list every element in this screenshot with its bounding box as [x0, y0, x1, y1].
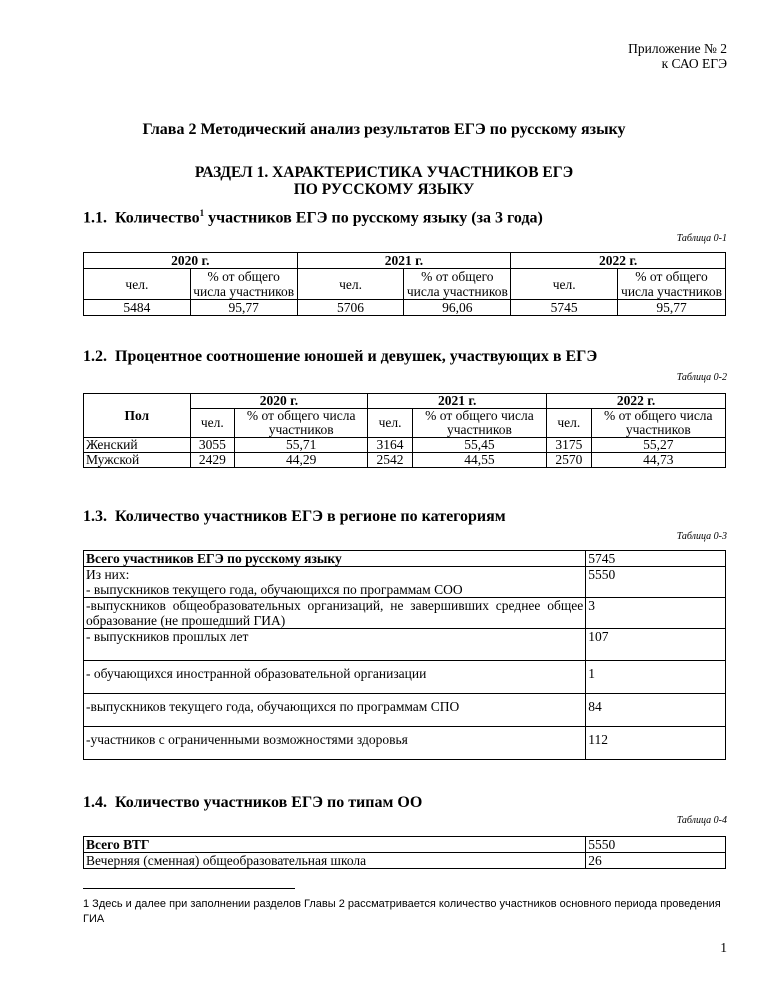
table-row	[84, 837, 726, 853]
col-people: чел.	[368, 409, 412, 438]
cell: 3164	[368, 438, 412, 453]
row-label: - выпускников текущего года, обучающихся по программам СОО	[86, 582, 463, 597]
table-school-types	[83, 836, 726, 869]
cell: 5706	[297, 300, 404, 316]
cell: 84	[586, 694, 726, 727]
table-row	[84, 694, 726, 727]
col-people: чел.	[297, 269, 404, 300]
col-people: чел.	[511, 269, 618, 300]
heading-1-2-title: Процентное соотношение юношей и девушек, участвующих в ЕГЭ	[115, 348, 598, 365]
row-label: Мужской	[84, 453, 191, 468]
col-people: чел.	[84, 269, 191, 300]
table-row	[84, 567, 726, 598]
section-title	[0, 164, 768, 198]
heading-1-4	[83, 794, 422, 812]
row-label: -выпускников общеобразовательных организаций, не завершивших среднее общее образование (не прошедший ГИА)	[84, 598, 586, 629]
year-header: 2021 г.	[297, 253, 511, 269]
page-number: 1	[720, 940, 727, 955]
cell: 5550	[586, 567, 726, 598]
cell: 112	[586, 727, 726, 760]
col-pct: % от общего числа участников	[235, 409, 368, 438]
cell: 55,45	[412, 438, 546, 453]
col-people: чел.	[547, 409, 591, 438]
cell: 2542	[368, 453, 412, 468]
cell: 55,27	[591, 438, 725, 453]
heading-1-4-number: 1.4.	[83, 794, 107, 811]
cell: 3	[586, 598, 726, 629]
heading-1-1-title-a: Количество	[115, 209, 200, 227]
section-title-line-2: ПО РУССКОМУ ЯЗЫКУ	[293, 181, 475, 198]
table-caption-0-4: Таблица 0-4	[676, 815, 727, 826]
table-caption-0-2: Таблица 0-2	[676, 372, 727, 383]
cell: 3055	[190, 438, 234, 453]
table-participants-by-year	[83, 252, 726, 316]
section-title-line-1: РАЗДЕЛ 1. ХАРАКТЕРИСТИКА УЧАСТНИКОВ ЕГЭ	[194, 164, 574, 181]
col-pct: % от общего числа участников	[591, 409, 725, 438]
year-header: 2020 г.	[84, 253, 298, 269]
footnote-ref[interactable]: 1	[199, 208, 205, 218]
row-label: - выпускников прошлых лет	[84, 629, 586, 661]
total-value: 5550	[586, 837, 726, 853]
cell: 1	[586, 661, 726, 694]
cell: 44,73	[591, 453, 725, 468]
cell: 107	[586, 629, 726, 661]
col-people: чел.	[190, 409, 234, 438]
heading-1-2-number: 1.2.	[83, 348, 107, 365]
footnote-divider	[83, 888, 295, 889]
table-row	[84, 727, 726, 760]
cell: 2570	[547, 453, 591, 468]
col-sex: Пол	[84, 394, 191, 438]
appendix-label	[628, 41, 727, 71]
cell: 44,55	[412, 453, 546, 468]
total-label: Всего ВТГ	[84, 837, 586, 853]
year-header: 2020 г.	[190, 394, 368, 409]
row-label: Вечерняя (сменная) общеобразовательная школа	[84, 853, 586, 869]
heading-1-1	[83, 208, 543, 227]
table-row	[84, 598, 726, 629]
row-label: -выпускников текущего года, обучающихся по программам СПО	[84, 694, 586, 727]
total-label: Всего участников ЕГЭ по русскому языку	[84, 551, 586, 567]
cell: 26	[586, 853, 726, 869]
cell: 3175	[547, 438, 591, 453]
table-row	[84, 300, 726, 316]
table-caption-0-1: Таблица 0-1	[676, 233, 727, 244]
appendix-line-2: к САО ЕГЭ	[661, 56, 727, 71]
table-gender	[83, 393, 726, 468]
col-pct: % от общего числа участников	[618, 269, 726, 300]
cell: 2429	[190, 453, 234, 468]
appendix-line-1: Приложение № 2	[628, 41, 727, 56]
table-row	[84, 438, 726, 453]
row-label: - обучающихся иностранной образовательной организации	[84, 661, 586, 694]
row-label: -участников с ограниченными возможностями здоровья	[84, 727, 586, 760]
heading-1-3	[83, 508, 506, 526]
cell: 95,77	[190, 300, 297, 316]
heading-1-4-title: Количество участников ЕГЭ по типам ОО	[115, 794, 423, 811]
of-them-label: Из них:	[86, 567, 130, 582]
col-pct: % от общего числа участников	[412, 409, 546, 438]
cell: 5745	[511, 300, 618, 316]
chapter-title: Глава 2 Методический анализ результатов ЕГЭ по русскому языку	[142, 121, 626, 138]
table-row	[84, 661, 726, 694]
total-value: 5745	[586, 551, 726, 567]
table-categories	[83, 550, 726, 760]
cell: 96,06	[404, 300, 511, 316]
cell: 44,29	[235, 453, 368, 468]
year-header: 2022 г.	[511, 253, 726, 269]
col-pct: % от общего числа участников	[404, 269, 511, 300]
year-header: 2021 г.	[368, 394, 547, 409]
heading-1-1-number: 1.1.	[83, 209, 107, 227]
table-row	[84, 453, 726, 468]
footnote-text: 1 Здесь и далее при заполнении разделов Главы 2 рассматривается количество участников основного периода проведения ГИА	[83, 898, 721, 925]
year-header: 2022 г.	[547, 394, 726, 409]
cell: 55,71	[235, 438, 368, 453]
heading-1-3-number: 1.3.	[83, 508, 107, 525]
heading-1-1-title-b: участников ЕГЭ по русскому языку (за 3 года)	[204, 209, 543, 227]
heading-1-3-title: Количество участников ЕГЭ в регионе по категориям	[115, 508, 506, 525]
table-row	[84, 551, 726, 567]
heading-1-2	[83, 348, 597, 366]
table-row	[84, 853, 726, 869]
col-pct: % от общего числа участников	[190, 269, 297, 300]
table-row	[84, 629, 726, 661]
row-label: Женский	[84, 438, 191, 453]
cell: 5484	[84, 300, 191, 316]
table-caption-0-3: Таблица 0-3	[676, 531, 727, 542]
cell: 95,77	[618, 300, 726, 316]
